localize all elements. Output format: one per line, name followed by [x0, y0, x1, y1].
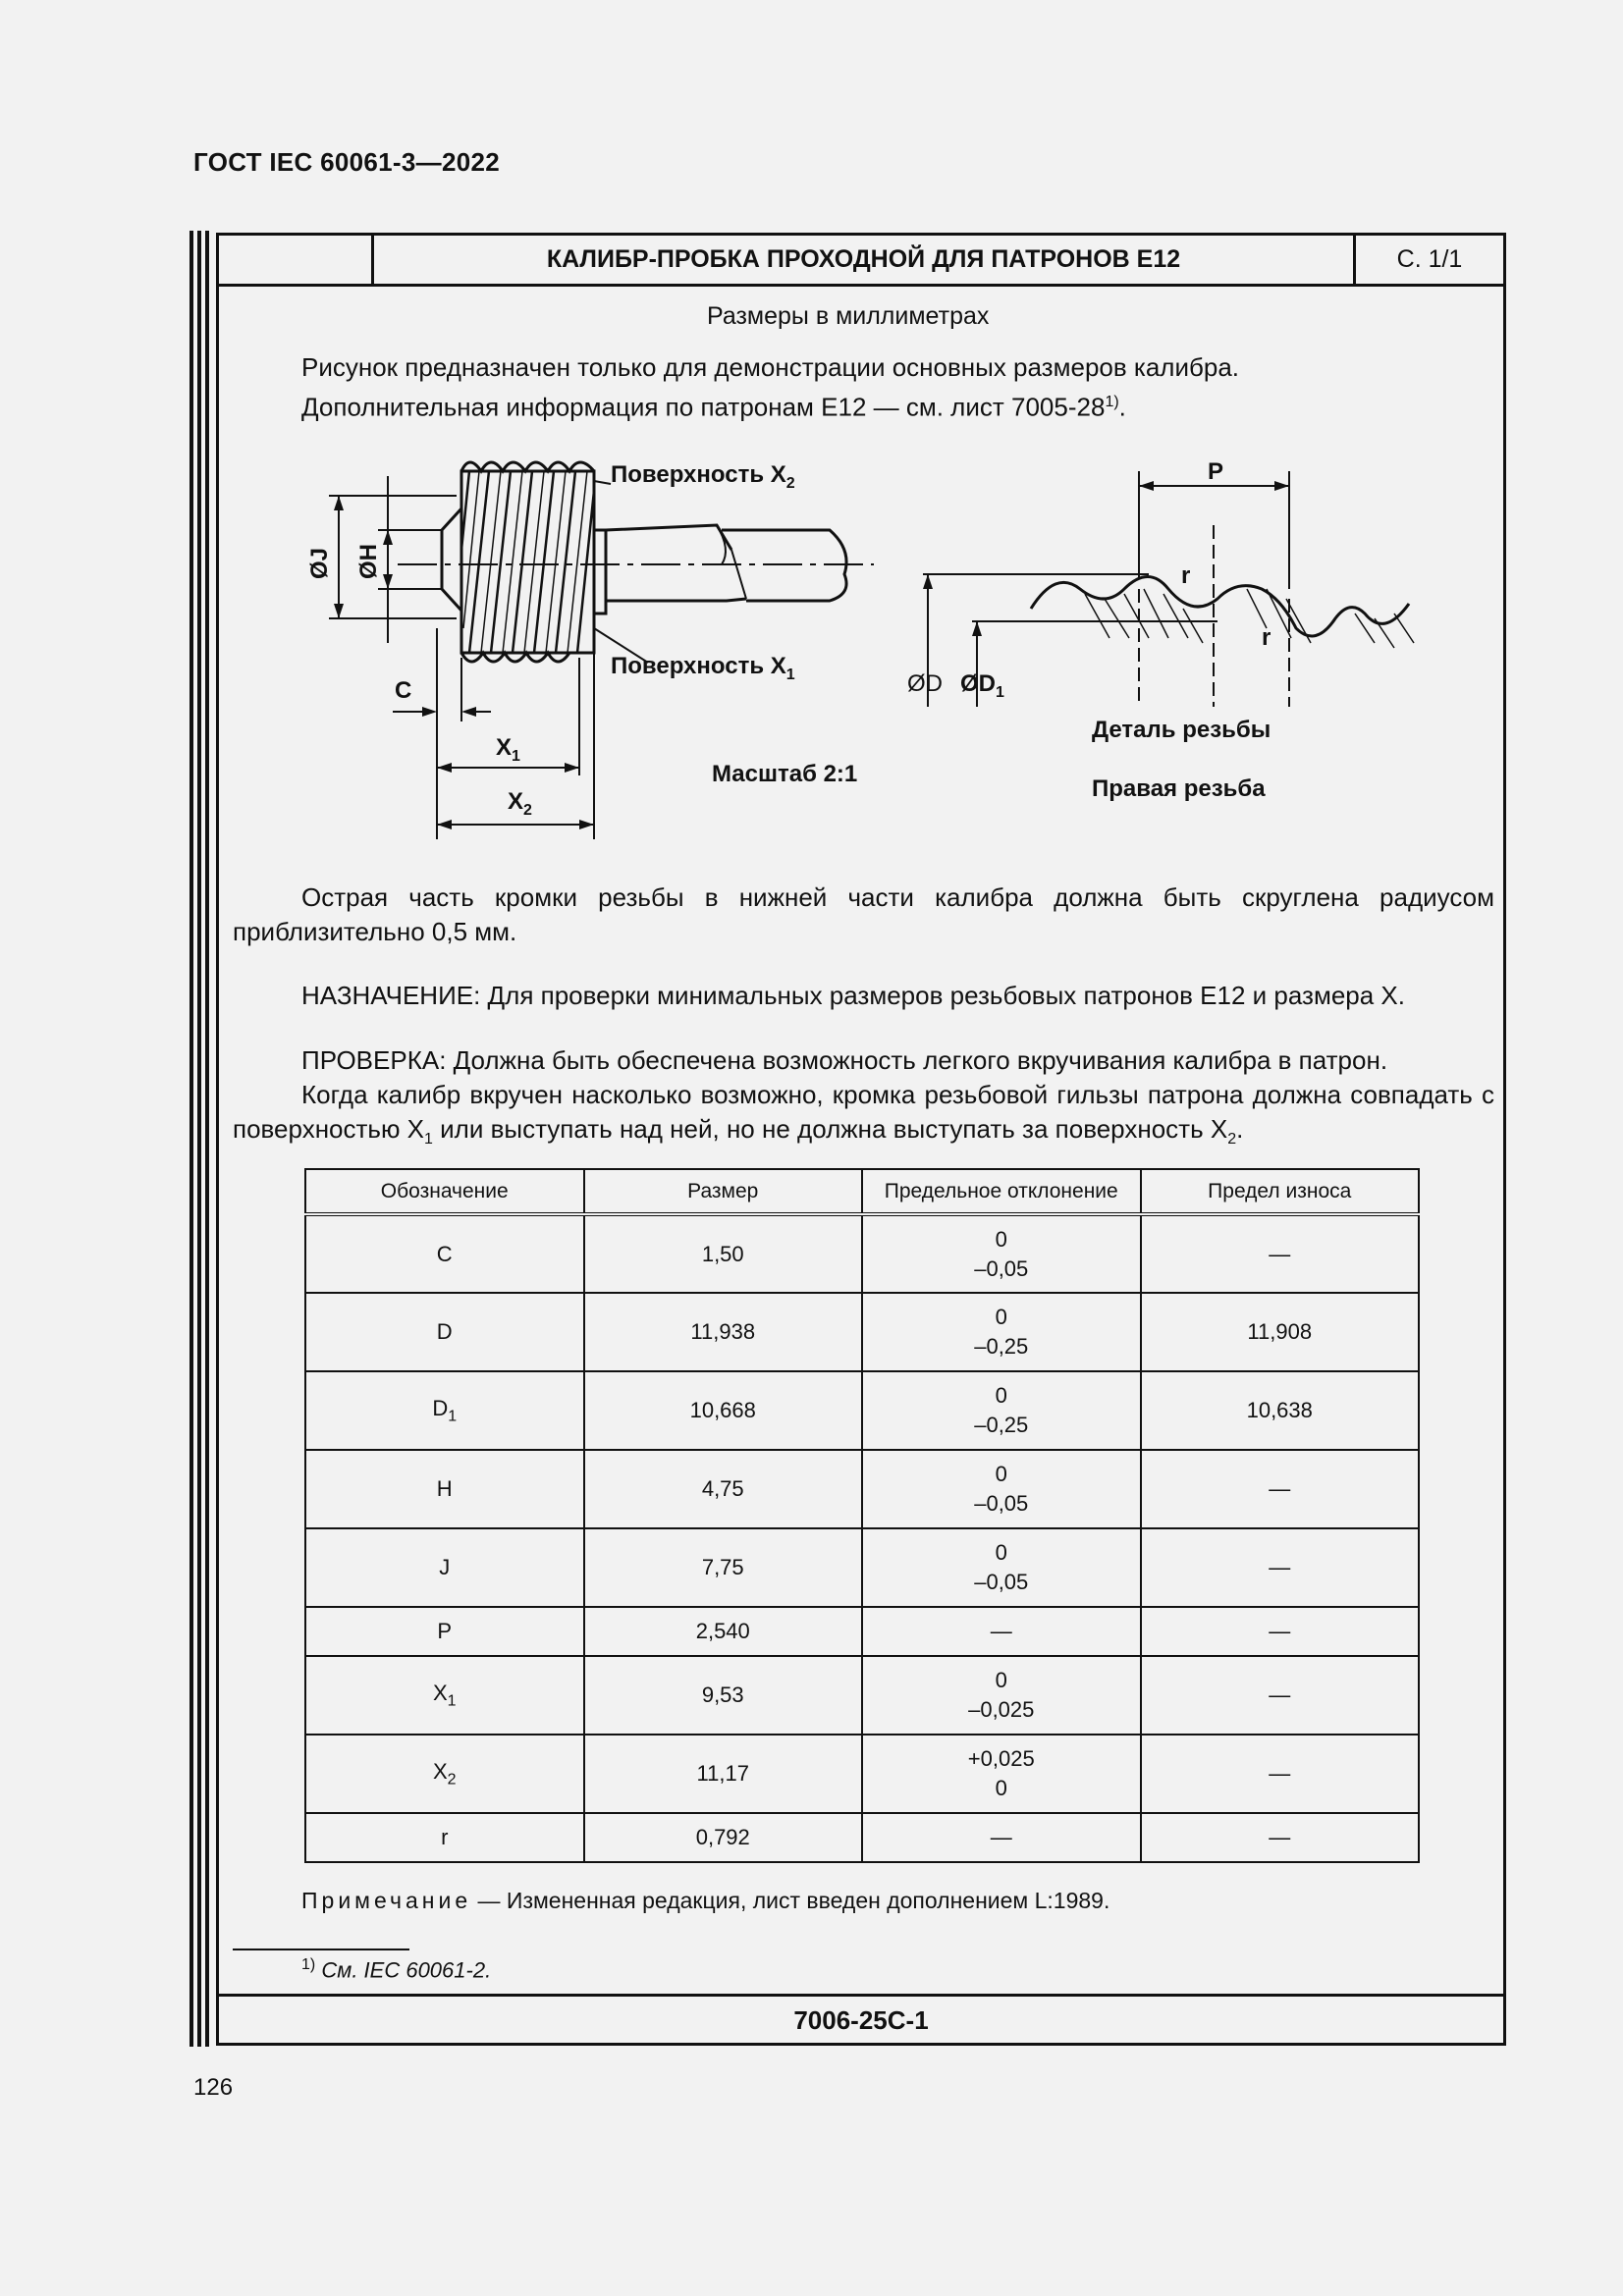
sheet-number: С. 1/1: [1396, 245, 1463, 273]
intro-line-1: Рисунок предназначен только для демонстрации основных размеров калибра.: [301, 352, 1240, 382]
cell-wear-limit: —: [1141, 1450, 1420, 1528]
page-number: 126: [193, 2074, 234, 2101]
cell-designation: $D_1$: [305, 1371, 584, 1450]
label-dim-x1: $X_1$: [496, 734, 520, 765]
document-header: ГОСТ IEC 60061-3—2022: [193, 147, 500, 177]
label-pitch: P: [1208, 458, 1224, 485]
table-row: [305, 1735, 1419, 1813]
col-header-size: Размер: [584, 1169, 863, 1214]
table-row: [305, 1371, 1419, 1450]
cell-designation: P: [305, 1607, 584, 1656]
label-dim-c: C: [395, 677, 412, 704]
cell-designation: D: [305, 1293, 584, 1371]
cell-designation: C: [305, 1214, 584, 1293]
cell-wear-limit: —: [1141, 1607, 1420, 1656]
cell-wear-limit: —: [1141, 1813, 1420, 1862]
cell-wear-limit: 11,908: [1141, 1293, 1420, 1371]
cell-designation: r: [305, 1813, 584, 1862]
label-dia-h: ØH: [355, 544, 382, 579]
cell-wear-limit: —: [1141, 1656, 1420, 1735]
sheet-code: 7006-25С-1: [219, 1994, 1503, 2043]
sheet-title: КАЛИБР-ПРОБКА ПРОХОДНОЙ ДЛЯ ПАТРОНОВ Е12: [374, 236, 1356, 284]
table-row: [305, 1656, 1419, 1735]
footnote-rule: [233, 1949, 409, 1950]
cell-size: 9,53: [584, 1656, 863, 1735]
cell-size: 10,668: [584, 1371, 863, 1450]
label-radius-1: r: [1181, 562, 1191, 589]
label-dim-x2: $X_2$: [508, 788, 532, 819]
label-dia-d1: $ØD_1$: [960, 670, 1004, 701]
col-header-designation: Обозначение: [305, 1169, 584, 1214]
cell-deviation: 0 –0,05: [862, 1528, 1141, 1607]
label-scale: Масштаб 2:1: [712, 761, 858, 787]
cell-wear-limit: 10,638: [1141, 1371, 1420, 1450]
dimensions-table: [304, 1168, 1420, 1863]
cell-size: 4,75: [584, 1450, 863, 1528]
note-label: Примечание: [301, 1888, 472, 1913]
check-line-1: ПРОВЕРКА: Должна быть обеспечена возможность легкого вкручивания калибра в патрон.: [301, 1045, 1388, 1075]
table-header-row: [305, 1169, 1419, 1214]
check-paragraph: [233, 1043, 1494, 1156]
cell-size: 1,50: [584, 1214, 863, 1293]
cell-deviation: —: [862, 1607, 1141, 1656]
table-row: [305, 1528, 1419, 1607]
cell-size: 11,17: [584, 1735, 863, 1813]
cell-size: 7,75: [584, 1528, 863, 1607]
cell-size: 2,540: [584, 1607, 863, 1656]
cell-size: 0,792: [584, 1813, 863, 1862]
cell-deviation: 0 –0,05: [862, 1450, 1141, 1528]
footnote: $^{1)}$ См. IEC 60061-2.: [301, 1956, 492, 1983]
label-thread-detail: Деталь резьбы: [1092, 717, 1271, 743]
cell-deviation: +0,025 0: [862, 1735, 1141, 1813]
cell-wear-limit: —: [1141, 1214, 1420, 1293]
col-header-wear: Предел износа: [1141, 1169, 1420, 1214]
table-row: [305, 1607, 1419, 1656]
edge-paragraph: Острая часть кромки резьбы в нижней части калибра должна быть скруглена радиусом приблизительно 0,5 мм.: [233, 882, 1494, 946]
note-text: — Измененная редакция, лист введен дополнением L:1989.: [471, 1888, 1110, 1913]
cell-deviation: 0 –0,25: [862, 1293, 1141, 1371]
footnote-ref: 1): [1105, 394, 1119, 410]
label-dia-d: ØD: [907, 670, 943, 697]
cell-size: 11,938: [584, 1293, 863, 1371]
cell-deviation: 0 –0,025: [862, 1656, 1141, 1735]
check-line-2: Когда калибр вкручен насколько возможно, кромка резьбовой гильзы патрона должна совпадать с поверхностью $X_1$ или выступать над ней, но не должна выступать за поверхность $X_2$.: [233, 1080, 1494, 1148]
cell-wear-limit: —: [1141, 1528, 1420, 1607]
col-header-deviation: Предельное отклонение: [862, 1169, 1141, 1214]
table-row: [305, 1214, 1419, 1293]
cell-designation: $X_2$: [305, 1735, 584, 1813]
cell-deviation: 0 –0,25: [862, 1371, 1141, 1450]
intro-line-2: Дополнительная информация по патронам Е12 — см. лист 7005-28$^{1)}$.: [301, 392, 1126, 422]
cell-designation: $X_1$: [305, 1656, 584, 1735]
table-note: [301, 1888, 1109, 1914]
cell-designation: J: [305, 1528, 584, 1607]
table-row: [305, 1293, 1419, 1371]
label-right-thread: Правая резьба: [1092, 775, 1266, 802]
label-surface-x2: Поверхность $X_2$: [611, 461, 795, 492]
cell-designation: H: [305, 1450, 584, 1528]
label-radius-2: r: [1262, 624, 1271, 651]
cell-deviation: 0 –0,05: [862, 1214, 1141, 1293]
cell-deviation: —: [862, 1813, 1141, 1862]
dimensions-note: Размеры в миллиметрах: [707, 302, 990, 330]
table-row: [305, 1813, 1419, 1862]
label-surface-x1: Поверхность $X_1$: [611, 653, 795, 683]
purpose-paragraph: НАЗНАЧЕНИЕ: Для проверки минимальных размеров резьбовых патронов Е12 и размера X.: [301, 981, 1405, 1010]
table-row: [305, 1450, 1419, 1528]
cell-wear-limit: —: [1141, 1735, 1420, 1813]
label-dia-j: ØJ: [306, 547, 333, 579]
